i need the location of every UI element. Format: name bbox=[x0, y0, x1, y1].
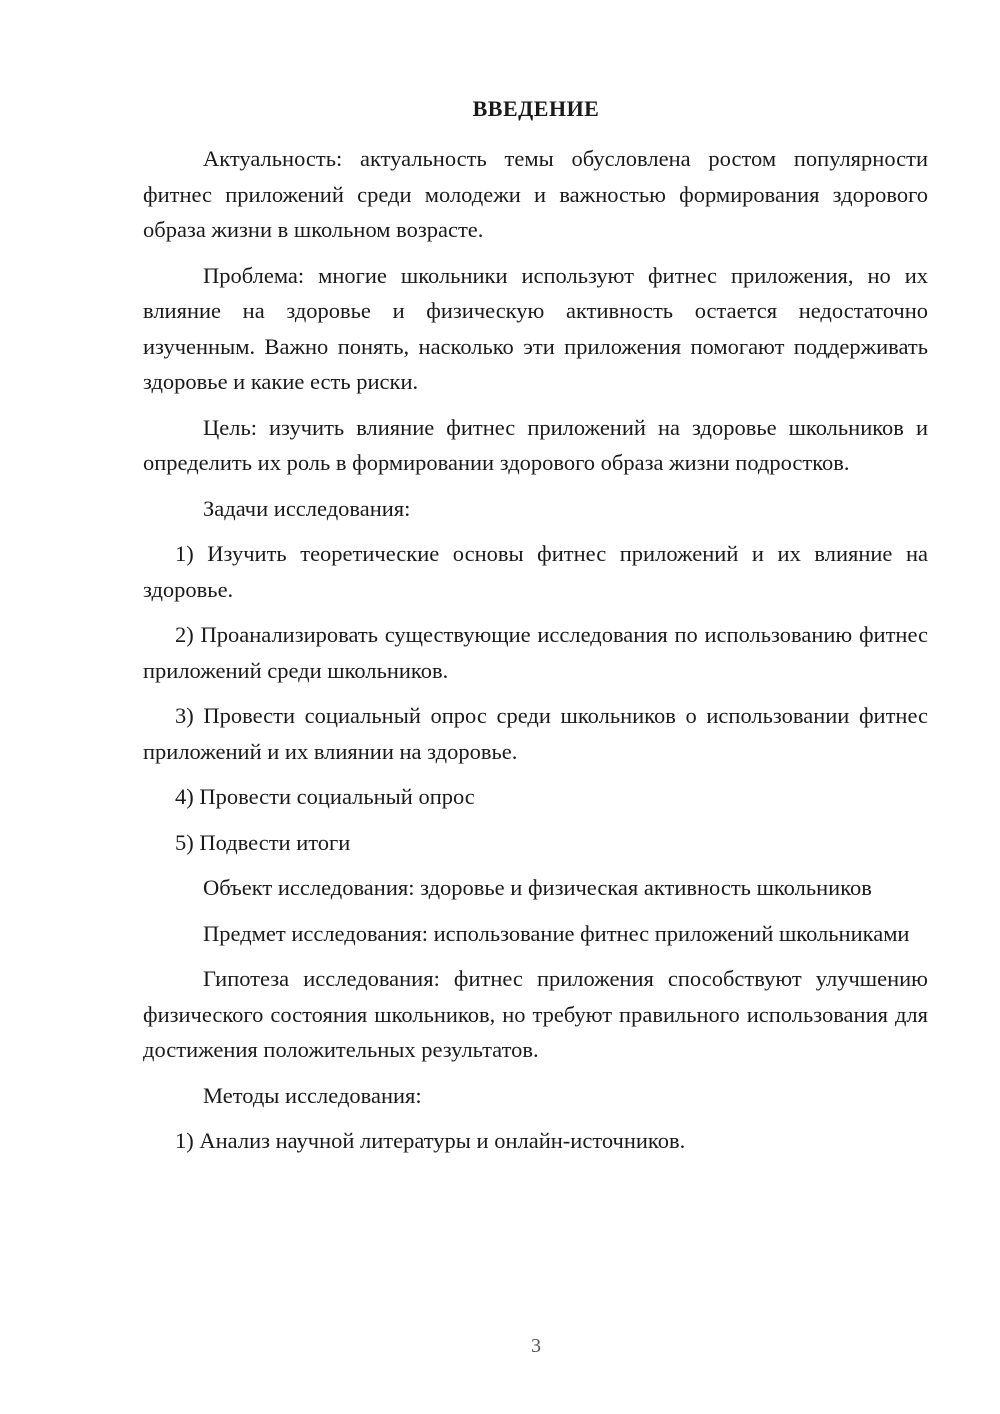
page-number: 3 bbox=[531, 1335, 541, 1357]
methods-heading: Методы исследования: bbox=[203, 1082, 422, 1108]
tasks-heading: Задачи исследования: bbox=[203, 495, 411, 521]
task-item-2: 2) Проанализировать существующие исследования по использованию фитнес приложений среди школьников. bbox=[143, 622, 928, 683]
task-item-1: 1) Изучить теоретические основы фитнес приложений и их влияние на здоровье. bbox=[143, 541, 928, 602]
paragraph-problem: Проблема: многие школьники используют фитнес приложения, но их влияние на здоровье и физическую активность остается недостаточно изученным. Важно понять, насколько эти приложения помогают поддерживать здоровье и какие есть риски. bbox=[143, 262, 928, 394]
document-body bbox=[143, 141, 928, 1169]
paragraph-object: Объект исследования: здоровье и физическая активность школьников bbox=[203, 875, 872, 900]
method-item-1: 1) Анализ научной литературы и онлайн-источников. bbox=[175, 1128, 686, 1153]
paragraph-relevance: Актуальность: актуальность темы обусловлена ростом популярности фитнес приложений среди молодежи и важностью формирования здорового образа жизни в школьном возрасте. bbox=[143, 146, 928, 242]
task-item-4: 4) Провести социальный опрос bbox=[175, 784, 475, 809]
page-title: ВВЕДЕНИЕ bbox=[472, 96, 600, 121]
task-item-5: 5) Подвести итоги bbox=[175, 829, 351, 855]
task-item-3: 3) Провести социальный опрос среди школьников о использовании фитнес приложений и их влиянии на здоровье. bbox=[143, 703, 928, 764]
paragraph-subject: Предмет исследования: использование фитнес приложений школьниками bbox=[203, 920, 910, 946]
paragraph-goal: Цель: изучить влияние фитнес приложений на здоровье школьников и определить их роль в формировании здорового образа жизни подростков. bbox=[143, 414, 928, 475]
paragraph-hypothesis: Гипотеза исследования: фитнес приложения способствуют улучшению физического состояния школьников, но требуют правильного использования для достижения положительных результатов. bbox=[143, 966, 928, 1062]
